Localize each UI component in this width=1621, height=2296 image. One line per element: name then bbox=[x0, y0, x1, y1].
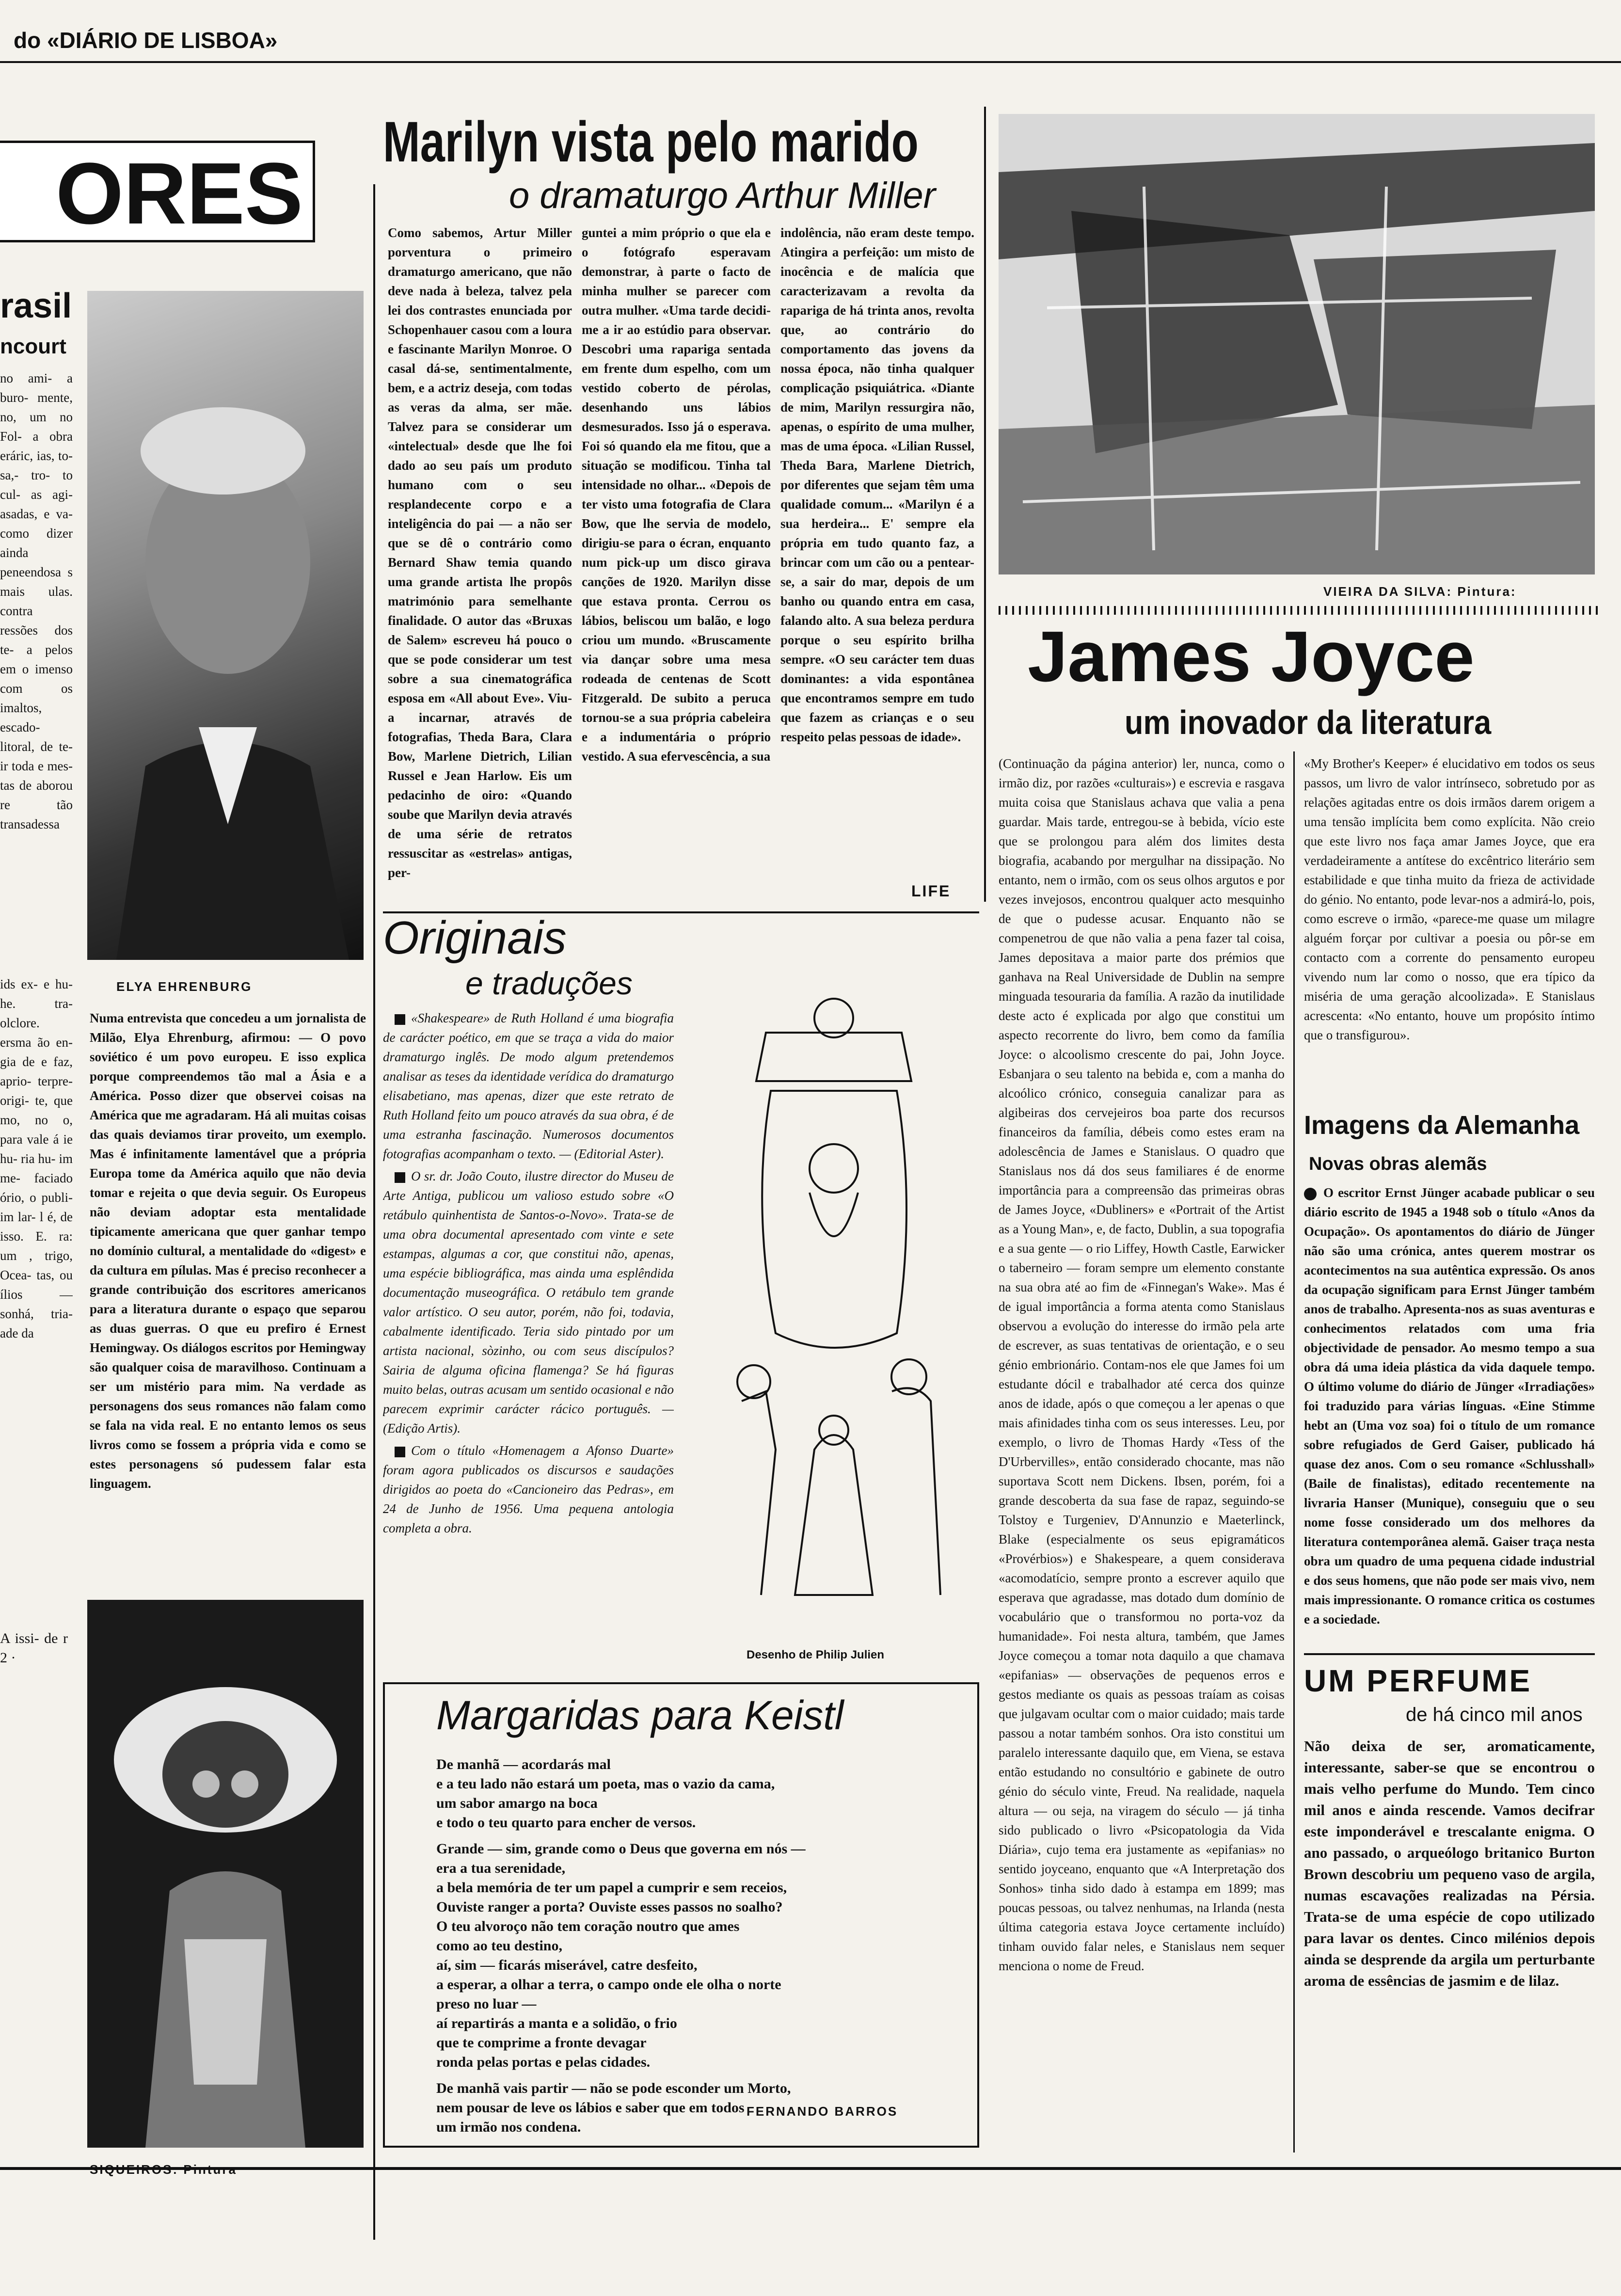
marilyn-title: Marilyn vista pelo marido bbox=[383, 110, 919, 174]
left-header-word: ORES bbox=[0, 141, 315, 242]
joyce-column-2: «My Brother's Keeper» é elucidativo em todos os seus passos, um livro de valor intrínseco, sobretudo por as relações agitadas entre os dois irmãos darem origem a uma tensão implícita bem como explícita. Não creio que este livro nos faça amar James Joyce, que era verdadeiramente a antítese do excêntrico literário sem estabilidade e que tinha muito da frieza de actividade do génio. No entanto, pode levar-nos a admirá-lo, pois, como escreve o irmão, «parece-me quase um milagre alguém forçar por cultivar a poesia ou pôr-se em contacto com a corrente do pensamento europeu vivendo num lar como o nosso, que era típico da miséria de uma geração alcoolizada». E Stanislaus acrescenta: «No entanto, houve um propósito íntimo que o transfigurou». bbox=[1304, 756, 1595, 1042]
alemanha-text: O escritor Ernst Jünger acabade publicar o seu diário escrito de 1945 a 1948 sob o título «Anos da Ocupação». Os apontamentos do diário de Jünger não são uma crónica, antes querem mostrar os acontecimentos na sua autêntica expressão. Os anos da ocupação significam para Ernst Jünger também anos de trabalho. Apresenta-nos as suas aventuras e conhecimentos relatados com uma fria objectividade de pensador. Ao mesmo tempo a sua obra dá uma ideia plástica da vida daquele tempo. O último volume do diário de Jünger «Irradiações» foi traduzido para várias línguas. «Eine Stimme hebt an (Uma voz soa) foi o título de um romance sobre refugiados de Gerd Gaiser, publicado há quase dez anos. Com o seu romance «Schlusshall» (Baile de finalistas), editado recentemente na livraria Hanser (Munique), conseguiu que o seu nome fosse considerado um dos melhores da literatura contemporânea alemã. Gaiser traça nesta obra um quadro de uma pequena cidade industrial e dos seus homens, que não pode ser mais vivo, nem mais impressionante. O romance critica os costumes e a sociedade. bbox=[1304, 1185, 1595, 1626]
portrait-icon bbox=[87, 291, 364, 960]
marilyn-column-2: guntei a mim próprio o que ela e o fotógrafo esperavam demonstrar, à parte o facto de minha mulher se parecer com outra mulher. «Uma tarde decidi-me a ir ao estúdio para observar. Descobri uma rapariga sentada em frente dum espelho, com um vestido coberto de pérolas, desenhando uns lábios desmesurados. Isso já o esperava. Foi só quando ela me fitou, que a situação se modificou. Tinha tal intensidade no olhar... «Depois de ter visto uma fotografia de Clara Bow, que lhe servia de modelo, dirigiu-se para o écran, enquanto num pick-up um disco girava canções de 1920. Marilyn disse que estava pronta. Cerrou os lábios, beliscou um balão, e logo criou um mundo. «Bruscamente via dançar sobre uma mesa rodeada de centenas de Scott Fitzgerald. De subito a peruca tornou-se a sua própria cabeleira e a indumentária o próprio vestido. A sua efervescência, a sua bbox=[582, 225, 771, 764]
originais-item-1: «Shakespeare» de Ruth Holland é uma biografia de carácter poético, em que se traça a vida do maior dramaturgo inglês. De modo algum pretendemos analisar as teses da identidade verídica do dramaturgo elisabetiano, mas apenas, dizer que este retrato de Ruth Holland feito um pouco através da sua obra, é de uma estranha fascinação. Numerosos documentos fotografias acompanham o texto. — (Editorial Aster). bbox=[383, 1011, 674, 1161]
perfume-rule bbox=[1304, 1653, 1595, 1655]
marilyn-source: LIFE bbox=[911, 882, 951, 900]
poem-stanza-2: Grande — sim, grande como o Deus que governa em nós — era a tua serenidade, a bela memória de ter um papel a cumprir e sem receios, Ouviste ranger a porta? Ouviste esses passos no soalho? O teu alvoroço não tem coração noutro que ames como ao teu destino, aí, sim — ficarás miserável, catre desfeito, a esperar, a olhar a terra, o campo onde ele olha o norte preso no luar — aí repartirás a manta e a solidão, o frio que te comprime a fronte devagar ronda pelas portas e pelas cidades. bbox=[436, 1841, 806, 2070]
bullet-square-icon bbox=[395, 1172, 405, 1183]
bullet-square-icon bbox=[395, 1014, 405, 1025]
poem-author: FERNANDO BARROS bbox=[747, 2104, 898, 2119]
abstract-painting-icon bbox=[999, 114, 1595, 574]
originais-items bbox=[383, 1008, 674, 1634]
drawing-icon bbox=[688, 965, 979, 1643]
poem-body bbox=[436, 1755, 969, 2144]
joyce-subtitle: um inovador da literatura bbox=[1125, 703, 1492, 741]
marilyn-subtitle: o dramaturgo Arthur Miller bbox=[509, 175, 936, 216]
left-fragment-column: no ami- a buro- mente, no, um no Fol- a obra eráric, ias, to- sa,- tro- to cul- as agi- asadas, e va- como dizer ainda peneendosa s mais ulas. contra ressões dos te- a pelos em o imenso com os imaltos, escado- litoral, de te- ir toda e mes- tas de aborou re tão transadessa bbox=[0, 371, 73, 831]
marilyn-column-3: indolência, não eram deste tempo. Atingira a perfeição: um misto de inocência e de malícia que caracterizavam a revolta da rapariga de há trinta anos, revolta que, ao contrário do comportamento das jovens da nossa época, não tinha qualquer complicação psiquiátrica. «Diante de mim, Marilyn ressurgira não, apenas, o espírito de uma mulher, mas de uma época. «Lilian Russel, Theda Bara, Marlene Dietrich, por diferentes que sejam têm uma qualidade comum... «Marilyn é a sua herdeira... E' sempre ela própria em tudo quanto faz, a brincar com um cão ou a pentear-se, a sair do mar, depois de um banho ou quando entra em casa, falando alto. A sua beleza perdura porque o seu espírito brilha sempre. «O seu carácter tem duas dominantes: a vida espontânea que encontramos sempre em tudo que fazem as crianças e o seu respeito pelas pessoas de idade». bbox=[780, 225, 974, 744]
originais-subtitle: e traduções bbox=[465, 965, 633, 1001]
left-fragment-column-2: ids ex- e hu- he. tra- olclore. ersma ão en- gia de e faz, aprio- terpre- origi- te, que mo, no o, para vale á ie hu- ria hu- im me- faciado ório, o publi- im lar- l é, de isso. E. ra: um , trigo, Ocea- tas, ou ílios — sonhá, tria- ade da bbox=[0, 977, 73, 1340]
originais-item-3: Com o título «Homenagem a Afonso Duarte» foram agora publicados os discursos e saudações dirigidos ao poeta do «Cancioneiro das Pedras», em 24 de Junho de 1956. Uma pequena antologia completa a obra. bbox=[383, 1443, 674, 1535]
bullet-square-icon bbox=[395, 1447, 405, 1457]
marilyn-column-1: Como sabemos, Artur Miller porventura o primeiro dramaturgo americano, que não deve nada à beleza, talvez pela lei dos contrastes enunciada por Schopenhauer casou com a loura e fascinante Marilyn Monroe. O casal dá-se, sentimentalmente, bem, e a actriz deseja, com todas as veras da alma, ser mãe. Talvez para se considerar um «intelectual» desde que lhe foi dado ao seu país um produto humano com o seu resplandecente corpo e a inteligência do pai — a não ser que se dê o contrário como Bernard Shaw temia quando uma grande artista lhe propôs matrimónio para semelhante finalidade. O autor das «Bruxas de Salem» escreveu há pouco o que se pode considerar um test sobre a sua cinematográfica esposa em «All about Eve». Viu-a incarnar, através de fotografias, Theda Bara, Clara Bow, Marlene Dietrich, Lilian Russel e Jean Harlow. Eis um pedacinho de oiro: «Quando soube que Marilyn devia através de uma série de retratos ressuscitar as «estrelas» antigas, per- bbox=[388, 225, 572, 880]
center-divider bbox=[984, 107, 986, 902]
vieira-painting bbox=[999, 114, 1595, 574]
drawing-caption: Desenho de Philip Julien bbox=[747, 1648, 885, 1661]
poem-stanza-3: De manhã vais partir — não se pode esconder um Morto, nem pousar de leve os lábios e saber que em todos um irmão nos condena. bbox=[436, 2080, 791, 2135]
originais-title: Originais bbox=[383, 912, 567, 964]
perfume-subtitle: de há cinco mil anos bbox=[1406, 1704, 1583, 1725]
ehrenburg-photo bbox=[87, 291, 364, 960]
bottom-rule bbox=[0, 2167, 1621, 2170]
vieira-caption: VIEIRA DA SILVA: Pintura: bbox=[1323, 584, 1517, 599]
poem-stanza-1: De manhã — acordarás mal e a teu lado não estará um poeta, mas o vazio da cama, um sabor amargo na boca e todo o teu quarto para encher de versos. bbox=[436, 1756, 775, 1831]
right-column-divider bbox=[1293, 751, 1295, 2152]
joyce-hatch-rule bbox=[999, 606, 1600, 615]
left-divider bbox=[373, 184, 375, 2240]
siqueiros-painting bbox=[87, 1600, 364, 2148]
perfume-text: Não deixa de ser, aromaticamente, interessante, saber-se que se encontrou o mais velho perfume do Mundo. Tem cinco mil anos e ainda rescende. Vamos decifrar este imponderável e trescalante enigma. O ano passado, o arqueólogo britanico Burton Brown descobriu um pequeno vaso de argila, numas escavações realizadas na Pérsia. Trata-se de uma espécie de copo utilizado para lavar os dentes. Cinco milénios depois ainda se desprende da argila um perturbante aroma de essências de jasmim e de lilaz. bbox=[1304, 1738, 1595, 1989]
painting-figure-icon bbox=[87, 1600, 364, 2148]
alemanha-subtitle: Novas obras alemãs bbox=[1309, 1154, 1487, 1174]
joyce-column-1: (Continuação da página anterior) ler, nunca, como o irmão diz, por razões «culturais») e escrevia e rasgava muita coisa que Stanislaus achava que valia a pena guardar. Mais tarde, entregou-se à bebida, vício este que se prolongou para além dos limites desta biografia, acabando por mergulhar na dissipação. No entanto, nem o irmão, com os seus olhos argutos e por vezes invejosos, encontrou qualquer acto mesquinho de que o pudesse acusar. Enquanto não se compenetrou de que não valia a pena fazer tal coisa, James depositava a maior parte dos prémios que ganhava na Real Universidade de Dublin na sempre minguada tesouraria da família. A razão da inutilidade deste acto é explicada por algo que constitui um aspecto recorrente do livro, bem como da família Joyce: o alcoolismo crescente do pai, John Joyce. Esbanjara o seu talento na bebida e, com a manha do alcoólico crónico, conseguia canalizar para as algibeiras dos cervejeiros boa parte dos recursos financeiros da família, débeis como estes eram na adolescência de James e Stanislaus. O quadro que Stanislaus nos dá dos seus familiares é de enorme importância para a compreensão das primeiras obras de James Joyce, «Dubliners» e «Portrait of the Artist as a Young Man», e, de facto, Dublin, a sua topografia e a sua gente — o rio Liffey, Howth Castle, Earwicker o taberneiro — foram sempre um elemento constante na sua obra até ao fim de «Finnegan's Wake». Mas é de igual importância a forma atenta como Stanislaus observou a evolução do interesse do irmão pela arte de escrever, as suas tentativas de orientação, e o seu génio embrionário. Contam-nos ele que James foi um estudante dócil e trabalhador até cerca dos quinze anos de idade, após o que começou a ler apenas o que mais afinidades tinha com os seus interesses. Leu, por exemplo, o livro de Thomas Hardy «Tess of the D'Urbervilles», então considerado chocante, mas não suportava Scott nem Dickens. Ibsen, porém, foi a grande descoberta da sua fase de rapaz, seguindo-se Tolstoy e Turgeniev, D'Annunzio e Maeterlinck, Blake (especialmente os seus epigramáticos «Provérbios») e Shakespeare, a quem considerava «acomodatício, sempre pronto a escrever aquilo que esperava que agradasse, mas dotado dum domínio de vocabulário que o transformou no porta-voz da humanidade». Foi nesta altura, também, que James Joyce começou a tomar nota daquilo a que chamava «epifanias» — observações de pequenos erros e gestos mediante os quais as pessoas traíam as coisas que julgavam ocultar com o maior cuidado; mais tarde passou a notar também sonhos. Ora isto constitui um paralelo interessante daquilo que, em Viena, se estava então estudando no consultório e gabinete de outro génio do século vinte, Freud. Na realidade, naquela altura — ou seja, na viragem do século — já tinha sido publicado o livro «Psicopatologia da Vida Diária», cujo tema era justamente as «epifanias» no sentido joyceano, enquanto que «A Interpretação dos Sonhos» tinha sido dado à estampa em 1899; mas poucas pessoas, ou talvez nenhumas, na Irlanda (nesta última categoria estava Joyce certamente incluído) tinham ouvido falar neles, e Stanislaus nem sequer menciona o nome de Freud. bbox=[999, 756, 1285, 1973]
ehrenburg-caption: ELYA EHRENBURG bbox=[116, 979, 253, 994]
bullet-icon bbox=[1304, 1188, 1317, 1200]
ehrenburg-article: Numa entrevista que concedeu a um jornalista de Milão, Elya Ehrenburg, afirmou: — O povo soviético é um povo europeu. E isso explica porque compreendemos tão mal a Ásia e a América. Posso dizer que observei coisas na América que me agradaram. Há ali muitas coisas das quais deviamos tirar proveito, um exemplo. Mas é infinitamente lamentável que a própria Europa tome da América aquilo que não devia tomar e rejeita o que devia seguir. Os Europeus não deviam adoptar esta mentalidade tipicamente americana que quer ganhar tempo no domínio cultural, a mentalidade do «digest» e da cultura em pílulas. Mas é preciso reconhecer a grande contribuição dos escritores americanos para a literatura durante o espaço que separou as duas guerras. O que eu prefiro é Ernest Hemingway. Os diálogos escritos por Hemingway são qualquer coisa de maravilhoso. Continuam a ser um mistério para mim. Na verdade as personagens dos seus romances não falam como se fala na vida real. E no entanto lemos os seus livros como se fossem a própria vida e como se estes personagens só pudessem falar esta linguagem. bbox=[90, 1011, 366, 1491]
poem-title: Margaridas para Keistl bbox=[436, 1692, 844, 1738]
joyce-title: James Joyce bbox=[1028, 617, 1475, 697]
originais-item-2: O sr. dr. João Couto, ilustre director do Museu de Arte Antiga, publicou um valioso estudo sobre «O retábulo quinhentista de Santos-o-Novo». Trata-se de uma obra documental apresentado com vinte e sete estampas, algumas a cor, que constitui não, apenas, uma espécie bibliográfica, mas ainda uma esplêndida documentação museográfica. O retábulo tem grande valor artístico. O seu autor, porém, não foi, todavia, cabalmente identificado. Teria sido pintado por um artista nacional, sòzinho, ou com seus discípulos? Sairia de alguma oficina flamenga? Se há figuras muito belas, outras acusam um sentido ocasional e não parecem exprimir carácter rácico português. — (Edição Artis). bbox=[383, 1169, 674, 1435]
brasil-heading: rasil bbox=[0, 287, 72, 325]
masthead-rule bbox=[0, 61, 1621, 63]
philip-julien-drawing bbox=[688, 965, 979, 1643]
perfume-title: UM PERFUME bbox=[1304, 1663, 1532, 1698]
brasil-subheading: ncourt bbox=[0, 335, 66, 358]
left-side-scraps: A issi- de r 2 · bbox=[0, 1630, 68, 1666]
masthead: do «DIÁRIO DE LISBOA» bbox=[14, 28, 278, 53]
alemanha-title: Imagens da Alemanha bbox=[1304, 1111, 1580, 1140]
